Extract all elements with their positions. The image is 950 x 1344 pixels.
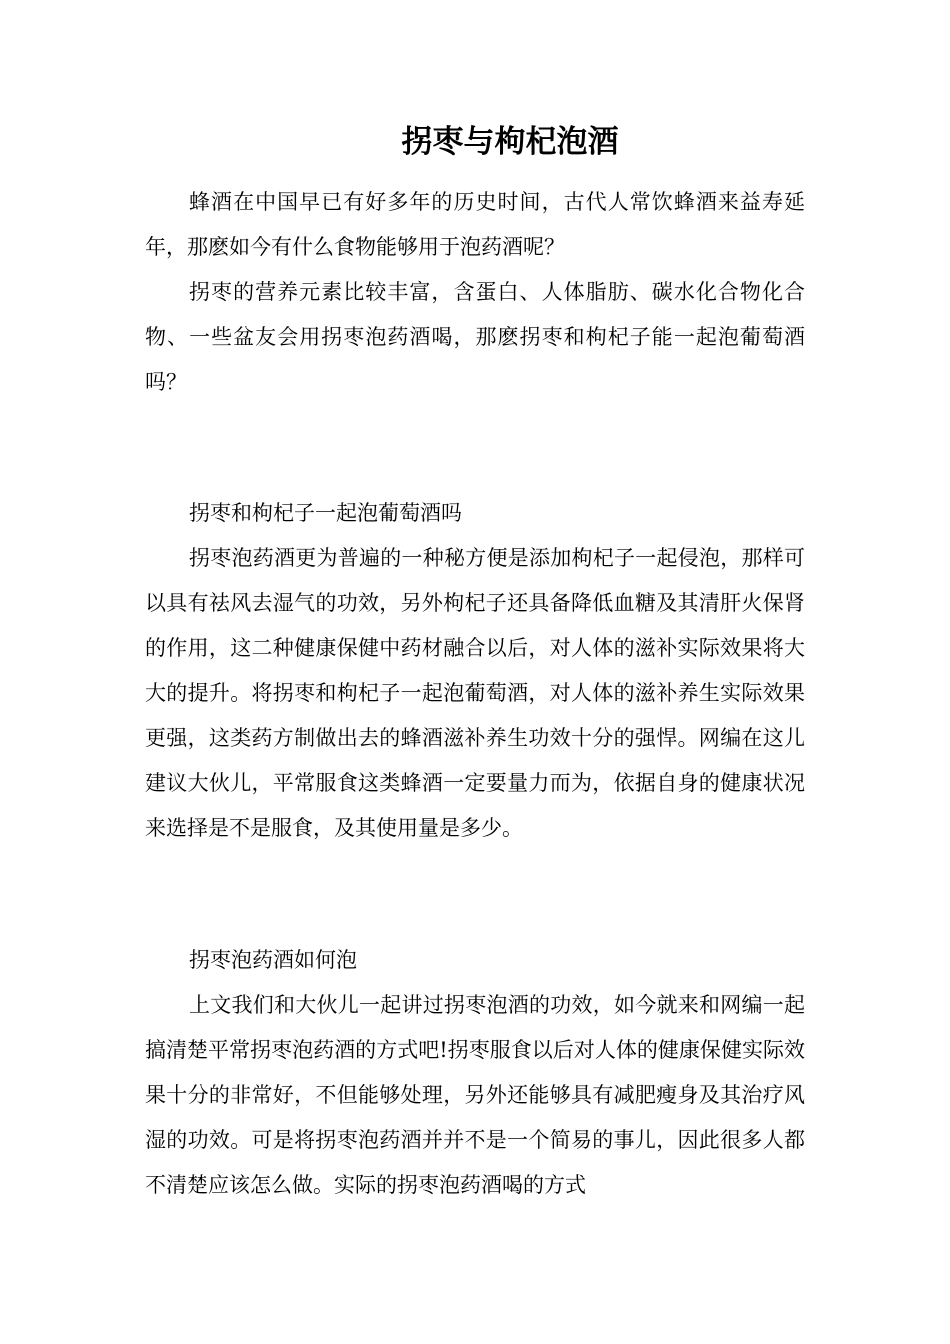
intro-paragraph-1: 蜂酒在中国早已有好多年的历史时间，古代人常饮蜂酒来益寿延年，那麽如今有什么食物能够用于泡药酒呢？ [145,190,805,259]
section-1-heading: 拐枣和枸杞子一起泡葡萄酒吗 [189,501,462,525]
document-title: 拐枣与枸杞泡酒 [401,124,619,160]
intro-paragraph-2: 拐枣的营养元素比较丰富，含蛋白、人体脂肪、碳水化合物化合物、一些盆友会用拐枣泡药酒喝，那麽拐枣和枸杞子能一起泡葡萄酒吗？ [145,280,805,394]
section-1-paragraph: 拐枣泡药酒更为普遍的一种秘方便是添加枸杞子一起侵泡，那样可以具有祛风去湿气的功效，另外枸杞子还具备降低血糖及其清肝火保肾的作用，这二种健康保健中药材融合以后，对人体的滋补实际效果将大大的提升。将拐枣和枸杞子一起泡葡萄酒，对人体的滋补养生实际效果更强，这类药方制做出去的蜂酒滋补养生功效十分的强悍。网编在这儿建议大伙儿，平常服食这类蜂酒一定要量力而为，依据自身的健康状况来选择是不是服食，及其使用量是多少。 [145,546,805,840]
section-2-heading: 拐枣泡药酒如何泡 [189,948,357,972]
section-2-paragraph: 上文我们和大伙儿一起讲过拐枣泡酒的功效，如今就来和网编一起搞清楚平常拐枣泡药酒的方式吧!拐枣服食以后对人体的健康保健实际效果十分的非常好，不但能够处理，另外还能够具有减肥瘦身及其治疗风湿的功效。可是将拐枣泡药酒并并不是一个简易的事儿，因此很多人都不清楚应该怎么做。实际的拐枣泡药酒喝的方式 [145,993,805,1197]
